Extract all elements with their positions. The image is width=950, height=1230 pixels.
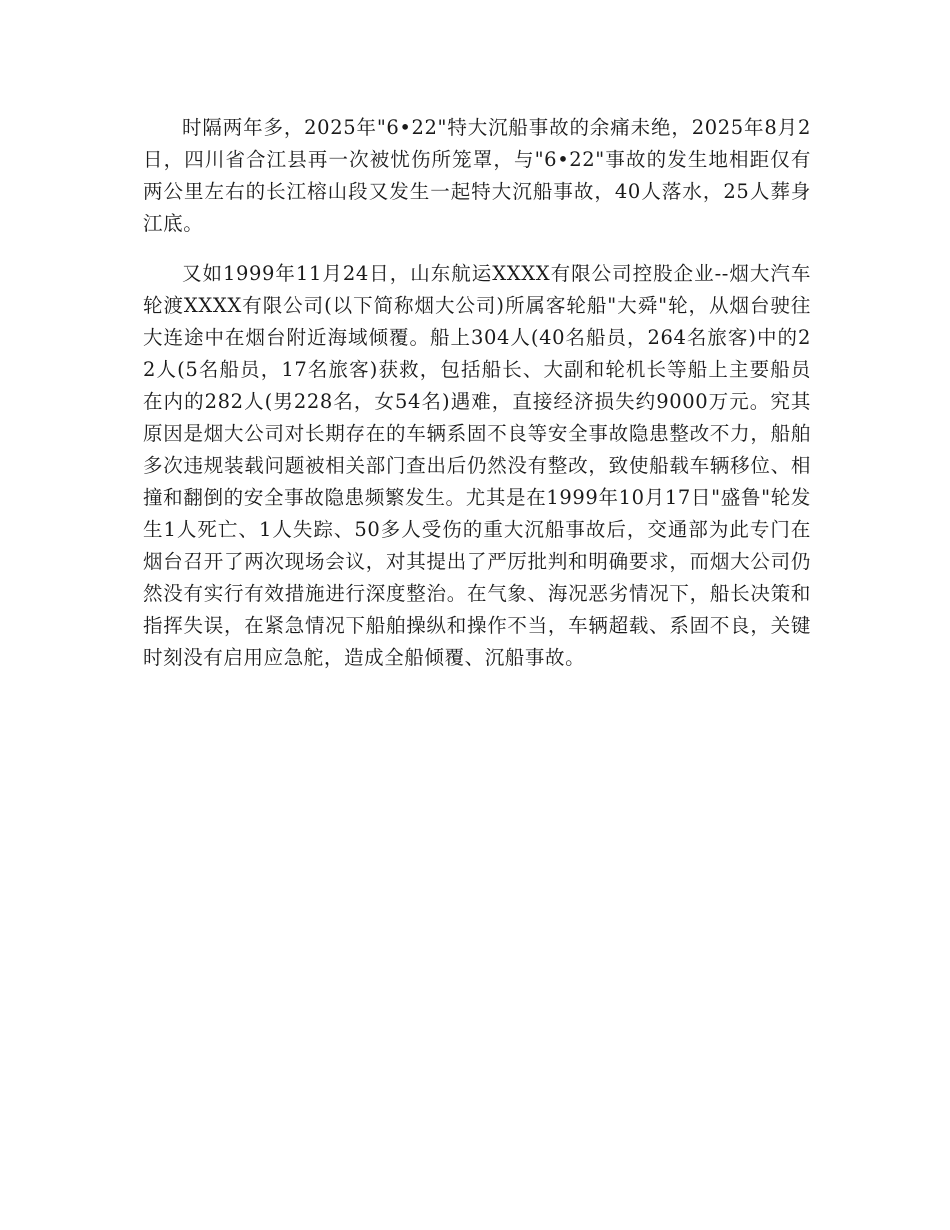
paragraph-2: 又如1999年11月24日，山东航运XXXX有限公司控股企业--烟大汽车轮渡XXXX有限公司(以下简称烟大公司)所属客轮船"大舜"轮，从烟台驶往大连途中在烟台附近海域倾覆。船上304人(40名船员，264名旅客)中的22人(5名船员，17名旅客)获救，包括船长、大副和轮机长等船上主要船员在内的282人(男228名，女54名)遇难，直接经济损失约9000万元。究其原因是烟大公司对长期存在的车辆系固不良等安全事故隐患整改不力，船舶多次违规装载问题被相关部门查出后仍然没有整改，致使船载车辆移位、相撞和翻倒的安全事故隐患频繁发生。尤其是在1999年10月17日"盛鲁"轮发生1人死亡、1人失踪、50多人受伤的重大沉船事故后，交通部为此专门在烟台召开了两次现场会议，对其提出了严厉批判和明确要求，而烟大公司仍然没有实行有效措施进行深度整治。在气象、海况恶劣情况下，船长决策和指挥失误，在紧急情况下船舶操纵和操作不当，车辆超载、系固不良，关键时刻没有启用应急舵，造成全船倾覆、沉船事故。	[143, 262, 811, 669]
document-body	[143, 112, 811, 692]
paragraph-1: 时隔两年多，2025年"6•22"特大沉船事故的余痛未绝，2025年8月2日，四川省合江县再一次被忧伤所笼罩，与"6•22"事故的发生地相距仅有两公里左右的长江榕山段又发生一起特大沉船事故，40人落水，25人葬身江底。	[143, 116, 811, 235]
